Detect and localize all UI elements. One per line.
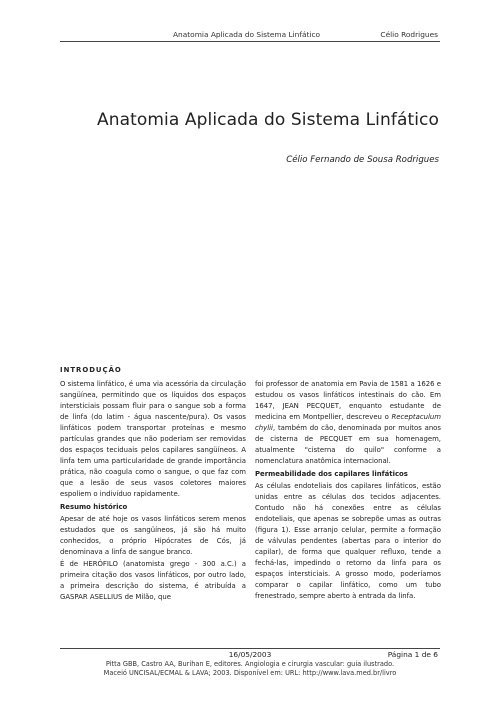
section-heading-permeabilidade: Permeabilidade dos capilares linfáticos bbox=[255, 469, 408, 478]
running-header-author: Célio Rodrigues bbox=[380, 30, 438, 39]
history-paragraph-1: Apesar de até hoje os vasos linfáticos serem menos estudados que os sangüíneos, já são há muito conhecidos, o próprio Hipócrates de Cós, já denominava a linfa de sangue branco. bbox=[60, 514, 246, 556]
section-heading-resumo-historico: Resumo histórico bbox=[60, 502, 128, 511]
footer-citation-line-1: Pitta GBB, Castro AA, Burihan E, editores. Angiologia e cirurgia vascular: guia ilustrado. bbox=[105, 660, 395, 668]
permeability-paragraph: As células endoteliais dos capilares linfáticos, estão unidas entre as células dos tecidos adjacentes. Contudo não há conexões entre as células endoteliais, que apenas se sobrepõe umas as outras (figura 1). Esse arranjo celular, permite a formação de válvulas pendentes (abertas para o interior do capilar), de forma que qualquer refluxo, tende a fechá-las, impedindo o retorno da linfa para os espaços intersticiais. A grosso modo, poderíamos comparar o capilar linfático, como um tubo frenestrado, sempre aberto à entrada da linfa. bbox=[255, 481, 441, 600]
section-heading-introducao: INTRODUÇÃO bbox=[60, 366, 122, 374]
footer-page-number: Página 1 de 6 bbox=[387, 650, 438, 659]
document-title: Anatomia Aplicada do Sistema Linfático bbox=[96, 110, 439, 130]
header-rule bbox=[60, 41, 440, 42]
document-author: Célio Fernando de Sousa Rodrigues bbox=[286, 155, 439, 165]
receptaculum-term: Receptaculum chylii bbox=[255, 413, 441, 432]
right-column bbox=[255, 379, 441, 603]
footer-date: 16/05/2003 bbox=[228, 650, 272, 659]
intro-paragraph: O sistema linfático, é uma via acessória da circulação sangüínea, permitindo que os líquidos dos espaços intersticiais possam fluir para o sangue sob a forma de linfa (do latim - água nascente/pura). Os vasos linfáticos podem transportar proteínas e mesmo partículas grandes que não poderiam ser removidas dos espaços teciduais pelos capilares sangüíneos. A linfa tem uma particularidade de grande importância prática, não coagula como o sangue, o que faz com que a lesão de seus vasos coletores maiores espoliem o indivíduo rapidamente. bbox=[60, 380, 246, 498]
footer-rule bbox=[60, 648, 440, 649]
history-continuation-start: foi professor de anatomia em Pavia de 1581 a 1626 e estudou os vasos linfáticos intestinais do cão. Em 1647, JEAN PECQUET, enquanto estudante de medicina em Montpellier, descreveu o bbox=[255, 380, 441, 421]
running-header-title: Anatomia Aplicada do Sistema Linfático bbox=[173, 30, 321, 39]
history-continuation-end: , também do cão, denominada por muitos anos de cisterna de PECQUET em sua homenagem, atualmente "cisterna do quilo" conforme a nomenclatura anatômica internacional. bbox=[255, 424, 441, 465]
left-column bbox=[60, 365, 246, 605]
footer-citation-line-2: Maceió UNCISAL/ECMAL & LAVA; 2003. Disponível em: URL: http://www.lava.med.br/livro bbox=[103, 669, 397, 677]
history-paragraph-2: É de HERÓFILO (anatomista grego - 300 a.C.) a primeira citação dos vasos linfáticos, por outro lado, a primeira descrição do sistema, é atribuída a GASPAR ASELLIUS de Milão, que bbox=[60, 560, 246, 601]
history-continuation-paragraph bbox=[255, 379, 441, 467]
